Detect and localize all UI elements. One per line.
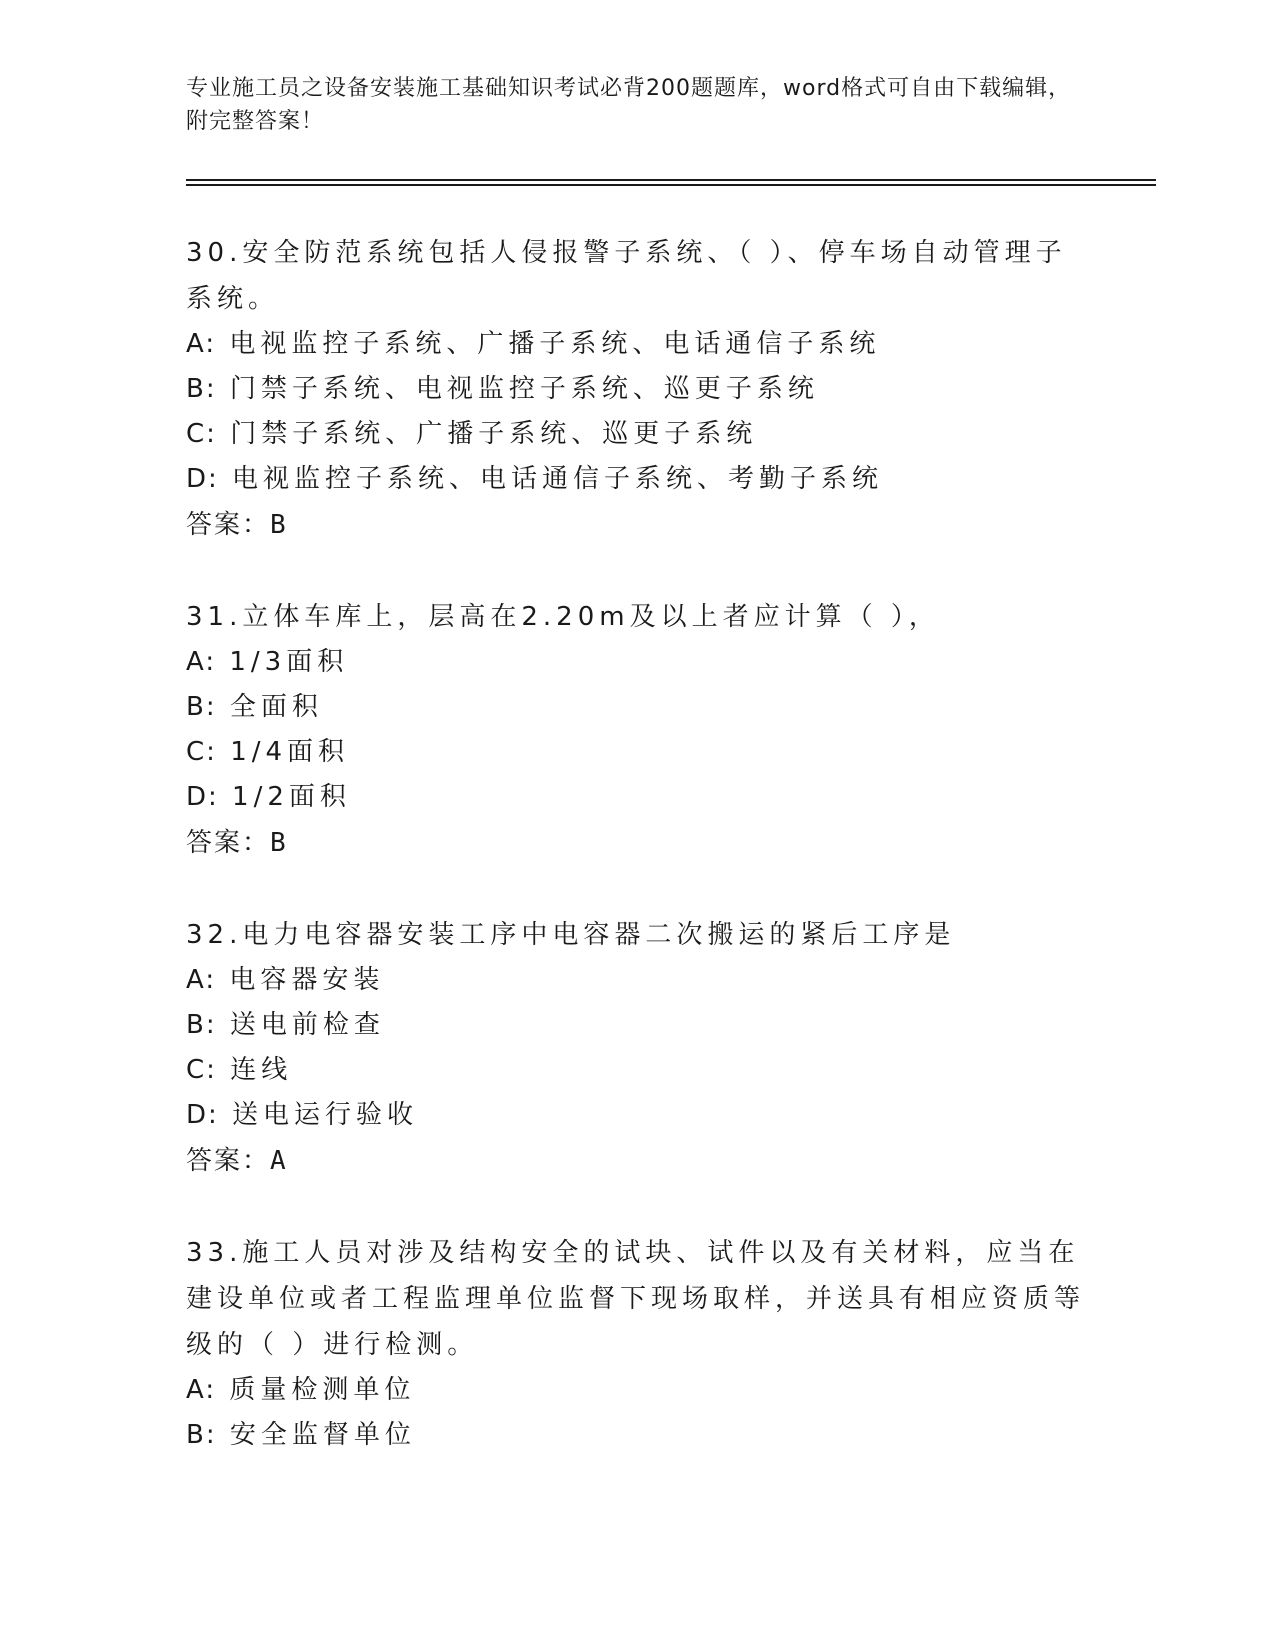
option-b bbox=[186, 1413, 1086, 1458]
answer-label: 答案： bbox=[186, 1146, 271, 1176]
option-text: 电视监控子系统、电话通信子系统、考勤子系统 bbox=[232, 464, 884, 494]
option-letter: D: bbox=[186, 1100, 219, 1130]
header-double-rule bbox=[186, 179, 1156, 186]
document-header: 专业施工员之设备安装施工基础知识考试必背200题题库，word格式可自由下载编辑，附完整答案！ bbox=[186, 76, 1072, 134]
question-31 bbox=[186, 594, 1086, 866]
question-stem: 33.施工人员对涉及结构安全的试块、试件以及有关材料，应当在建设单位或者工程监理单位监督下现场取样，并送具有相应资质等级的（ ）进行检测。 bbox=[186, 1238, 1086, 1360]
option-text: 全面积 bbox=[229, 692, 323, 722]
option-text: 门禁子系统、电视监控子系统、巡更子系统 bbox=[229, 374, 819, 404]
option-text: 1/2面积 bbox=[232, 782, 351, 812]
option-text: 电容器安装 bbox=[229, 965, 385, 995]
option-a bbox=[186, 1368, 1086, 1413]
question-33 bbox=[186, 1230, 1086, 1458]
option-letter: B: bbox=[186, 1420, 217, 1450]
option-letter: C: bbox=[186, 1055, 217, 1085]
option-text: 送电运行验收 bbox=[232, 1100, 419, 1130]
answer-value: B bbox=[270, 510, 288, 540]
option-letter: A: bbox=[186, 647, 217, 677]
option-text: 连线 bbox=[230, 1055, 293, 1085]
option-letter: A: bbox=[186, 1375, 217, 1405]
option-letter: C: bbox=[186, 737, 217, 767]
option-letter: A: bbox=[186, 329, 217, 359]
option-d bbox=[186, 1093, 1086, 1138]
option-a bbox=[186, 640, 1086, 685]
question-stem: 31.立体车库上，层高在2.20m及以上者应计算（ ）， bbox=[186, 602, 940, 632]
option-c bbox=[186, 412, 1086, 457]
option-c bbox=[186, 730, 1086, 775]
option-text: 门禁子系统、广播子系统、巡更子系统 bbox=[230, 419, 758, 449]
answer-line bbox=[186, 1138, 1086, 1184]
option-text: 安全监督单位 bbox=[229, 1420, 416, 1450]
option-c bbox=[186, 1048, 1086, 1093]
option-letter: D: bbox=[186, 782, 219, 812]
option-d bbox=[186, 775, 1086, 820]
question-30 bbox=[186, 230, 1086, 548]
answer-value: B bbox=[270, 828, 288, 858]
option-letter: A: bbox=[186, 965, 217, 995]
question-stem: 30.安全防范系统包括人侵报警子系统、（ ）、停车场自动管理子系统。 bbox=[186, 238, 1067, 314]
option-letter: D: bbox=[186, 464, 219, 494]
question-32 bbox=[186, 912, 1086, 1184]
option-b bbox=[186, 685, 1086, 730]
question-stem: 32.电力电容器安装工序中电容器二次搬运的紧后工序是 bbox=[186, 920, 956, 950]
answer-line bbox=[186, 820, 1086, 866]
option-text: 电视监控子系统、广播子系统、电话通信子系统 bbox=[229, 329, 881, 359]
option-text: 1/4面积 bbox=[230, 737, 350, 767]
option-a bbox=[186, 958, 1086, 1003]
option-letter: B: bbox=[186, 1010, 217, 1040]
option-letter: B: bbox=[186, 374, 217, 404]
option-b bbox=[186, 1003, 1086, 1048]
option-b bbox=[186, 367, 1086, 412]
option-text: 送电前检查 bbox=[229, 1010, 385, 1040]
option-letter: B: bbox=[186, 692, 217, 722]
answer-line bbox=[186, 502, 1086, 548]
answer-value: A bbox=[270, 1146, 288, 1176]
option-text: 1/3面积 bbox=[229, 647, 349, 677]
question-list bbox=[186, 230, 1086, 1504]
option-d bbox=[186, 457, 1086, 502]
option-letter: C: bbox=[186, 419, 217, 449]
answer-label: 答案： bbox=[186, 510, 271, 540]
option-text: 质量检测单位 bbox=[229, 1375, 416, 1405]
answer-label: 答案： bbox=[186, 828, 271, 858]
option-a bbox=[186, 322, 1086, 367]
